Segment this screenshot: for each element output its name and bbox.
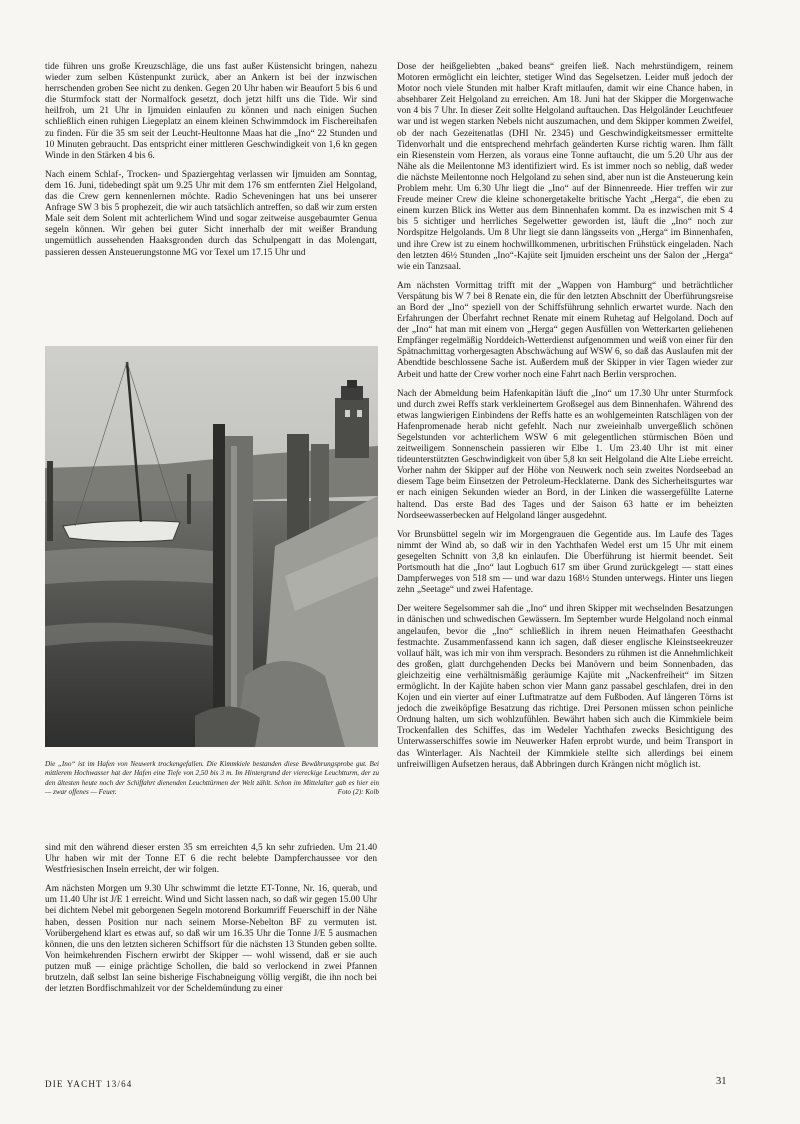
magazine-issue-footer: DIE YACHT 13/64 (45, 1079, 133, 1089)
paragraph: tide führen uns große Kreuzschläge, die uns fast außer Küstensicht bringen, nahezu wieder zum selben Küstenpunkt zurück, aber an Ankern ist bei der inzwischen herrschenden groben See nicht zu denken. Gegen 20 Uhr haben wir Beaufort 5 bis 6 und die Sturmfock statt der Normalfock gesetzt, doch jetzt hilft uns die Tide. Wir sind heilfroh, um 21 Uhr in Ijmuiden einlaufen zu können und nach einigen Suchen schließlich einen ruhigen Liegeplatz an einem kleinen Schwimmdock im Fischereihafen zu finden. Für die 35 sm seit der Leucht-Heultonne Maas hat die „Ino“ 22 Stunden und 10 Minuten gebraucht. Das entspricht einer mittleren Geschwindigkeit von 1,6 kn gegen Winde in den Stärken 4 bis 6. (45, 62, 377, 161)
paragraph: Vor Brunsbüttel segeln wir im Morgengrauen die Gegentide aus. Im Laufe des Tages nimmt der Wind ab, so daß wir in den Yachthafen Wedel erst um 15 Uhr mit einem gesegelten Schnitt von 3,8 kn einlaufen. Die Überführung ist hiermit beendet. Seit Portsmouth hat die „Ino“ laut Logbuch 617 sm über Grund zurückgelegt — statt eines Dampferweges von 518 sm — und war dazu 168½ Stunden unterwegs. Hinter uns liegen zehn „Seetage“ und zwei Hafentage. (397, 529, 733, 596)
page-number: 31 (716, 1076, 727, 1087)
caption-text: Die „Ino“ ist im Hafen von Neuwerk trockengefallen. Die Kimmkiele bestanden diese Bewährungsprobe gut. Bei mittlerem Hochwasser hat der Hafen eine Tiefe von 2,50 bis 3 m. Im Hintergrund der viereckige Leuchtturm, der zu den ältesten heute noch der Schiffahrt dienenden Leuchttürmen der Welt zählt. Schon im Mittelalter gab es hier ein — zwar offenes — Feuer. (45, 760, 379, 797)
paragraph: Nach der Abmeldung beim Hafenkapitän läuft die „Ino“ um 17.30 Uhr unter Sturmfock und durch zwei Reffs stark verkleinertem Großsegel aus dem Binnenhafen. Während des etwas langwierigen Einbindens der Reffs hatte es an wohlgemeinten Ratschlägen von der Hafenpromenade herab nicht gefehlt. Nach nur zweieinhalb unvergeßlich schönen Segelstunden vor achterlichem WSW 6 mit gelegentlichen stürmischen Böen und zeitweiligem Sonnenschein passieren wir Elbe 1. Um 23.40 Uhr ist mit einer tideunterstützten Geschwindigkeit von über 5,8 kn seit Helgoland die Alte Liebe erreicht. Vorher nahm der Skipper auf der Höhe von Neuwerk noch sein zweites Nordseebad an diesem Tage beim Einsetzen der Petroleum-Hecklaterne. Dank des Sicherheitsgurtes war er nach einigen Sekunden wieder an Bord, in der Linken die wassergefüllte Laterne haltend. Das erste Bad des Tages und der Saison 63 hatte er im beheizten Nordseewasserbecken auf Helgoland länger ausgedehnt. (397, 388, 733, 521)
paragraph: Dose der heißgeliebten „baked beans“ greifen ließ. Nach mehrstündigem, reinem Motoren ermöglicht ein leichter, stetiger Wind das Segelsetzen. Leider muß jedoch der Motor noch viele Stunden mit halber Kraft mitlaufen, damit wir eine Chance haben, in absehbarer Zeit Helgoland zu erreichen. Am 18. Juni hat der Skipper die Morgenwache von 4 bis 7 Uhr. In dieser Zeit sollte Helgoland auftauchen. Das Helgoländer Leuchtfeuer war und ist wegen starken Nebels nicht auszumachen, und dem Skipper kommen Zweifel, ob der nach Gezeitenatlas (DHI Nr. 2345) und Geschwindigkeitsmesser ermittelte Tidenvorhalt und die entsprechend mehrfach geänderten Kurse richtig waren. Ihm fällt ein Riesenstein vom Herzen, als voraus eine Tonne auftaucht, die um 5.20 Uhr aus der Nähe als die Meilentonne M3 identifiziert wird. Es ist immer noch so neblig, daß weder die nächste Meilentonne noch Helgoland zu sehen sind, aber nun ist die Ansteuerung kein Problem mehr. Um 6.30 Uhr liegt die „Ino“ auf der Binnenreede. Hier treffen wir zur Freude meiner Crew die kleine schonergetakelte britische Yacht „Herga“, die eben zu einem kurzen Blick ins Wetter aus dem Binnenhafen kommt. Da es inzwischen mit S 4 bis 5 sichtiger und herrliches Segelwetter geworden ist, läuft die „Ino“ noch zur Nordspitze Helgolands. Um 8 Uhr liegt sie dann längsseits von „Herga“ im Binnenhafen, und ihre Crew ist zu einem hochwillkommenen, urbritischen Frühstück eingeladen. Nach den letzten 46½ Stunden „Ino“-Kajüte seit Ijmuiden erscheint uns der Salon der „Herga“ wie ein Tanzsaal. (397, 62, 733, 272)
photo-credit: Foto (2): Kolb (337, 788, 379, 797)
photo-caption (45, 760, 379, 798)
paragraph: Am nächsten Morgen um 9.30 Uhr schwimmt die letzte ET-Tonne, Nr. 16, querab, und um 11.40 Uhr ist J/E 1 erreicht. Wind und Sicht lassen nach, so daß wir gegen 15.00 Uhr bei dichtem Nebel mit geborgenen Segeln motorend Borkumriff Feuerschiff in der Nähe haben, dessen Position nur nach seinem Morse-Nebelton BF zu vermuten ist. Vorübergehend klart es etwas auf, so daß wir um 16.35 Uhr die Tonne J/E 5 ausmachen können, die uns den letzten sicheren Schiffsort für die nächsten 13 Stunden geben sollte. Von heimkehrenden Fischern erwirbt der Skipper — wohl wissend, daß er sie auch putzen muß — einige prächtige Schollen, die bald so verlockend in zwei Pfannen brutzeln, daß selbst Ian seine bisherige Fischabneigung völlig vergißt, die ihn noch bei der letzten Bordfischmahlzeit vor der Scheldemündung zu einer (45, 884, 377, 995)
article-column-left-bottom (45, 843, 377, 1003)
paragraph: Der weitere Segelsommer sah die „Ino“ und ihren Skipper mit wechselnden Besatzungen in dänischen und schwedischen Gewässern. Im September wurde Helgoland noch einmal angelaufen, bevor die „Ino“ schließlich in ihrem neuen Heimathafen Geesthacht festmachte. Zusammenfassend kann ich sagen, daß dieser englische Kleinstseekreuzer vollauf hält, was ich mir von ihm versprach. Besonders zu rühmen ist die Annehmlichkeit des großen, glatt durchgehenden Decks bei Manövern und beim Sonnenbaden, das gleichzeitig eine verhältnismäßig geräumige Kajüte mit „Nackenfreiheit“ im Sitzen ermöglicht. In der Kajüte haben schon vier Mann ganz passabel geschlafen, drei in den Kojen und ein vierter auf einer Luftmatratze auf dem Fußboden. Auf längeren Törns ist jedoch die zweiköpfige Besatzung das richtige. Drei Personen müssen schon peinliche Ordnung halten, um sich wohlzufühlen. Bewährt haben sich auch die Kimmkiele beim Trockenfallen des Schiffes, das im Wedeler Yachthafen zwecks Besichtigung des Unterwasserschiffes sowie im Neuwerker Hafen erprobt wurde, und beim Transport in das Winterlager. Als Nachteil der Kimmkiele stellte sich allerdings bei einem unfreiwilligen Aufsetzen heraus, daß Abbringen durch Krängen nicht möglich ist. (397, 604, 733, 770)
harbor-photo-illustration (45, 346, 378, 747)
harbor-photo (45, 346, 378, 747)
paragraph: Am nächsten Vormittag trifft mit der „Wappen von Hamburg“ und beträchtlicher Verspätung bis W 7 bei 8 Renate ein, die für den letzten Abschnitt der Überführungsreise an Bord der „Ino“ speziell von der Schiffsführung sehnlich erwartet wurde. Nach den Erfahrungen der Überfahrt rechnet Renate mit einem Ruhetag auf Helgoland. Doch auf der „Ino“ hat man mit einem von „Herga“ gegen Ausfüllen von Wetterkarten geliehenen Empfänger regelmäßig Norddeich-Wetterdienst aufgenommen und weiß von einer für den Spätnachmittag vorhergesagten Abschwächung auf WSW 6, so daß das Auslaufen mit der Abendtide beschlossene Sache ist. Außerdem muß der Skipper in vier Tagen wieder zur Arbeit und hatte der Crew vorher noch eine Fahrt nach Berlin versprochen. (397, 280, 733, 380)
article-column-left-top (45, 62, 377, 267)
paragraph: sind mit den während dieser ersten 35 sm erreichten 4,5 kn sehr zufrieden. Um 21.40 Uhr haben wir mit der Tonne ET 6 die recht belebte Dampferchaussee vor den Westfriesischen Inseln erreicht, der wir folgen. (45, 843, 377, 876)
article-column-right (397, 62, 733, 779)
paragraph: Nach einem Schlaf-, Trocken- und Spaziergehtag verlassen wir Ijmuiden am Sonntag, dem 16. Juni, tidebedingt spät um 9.25 Uhr mit dem 176 sm entfernten Ziel Helgoland, das die Crew gern kennenlernen möchte. Radio Scheveningen hat uns bei unserer Anfrage SW 3 bis 5 prophezeit, die wir auch tatsächlich antreffen, so daß wir zum ersten Male seit dem Solent mit achterlichem Wind und sogar zeitweise ausgebaumter Genua segeln können. Wir gehen bei guter Sicht innerhalb der mit weißer Brandung ungemütlich aussehenden Haaksgronden durch das Schulpengatt in das Molengatt, passieren dessen Ansteuerungstonne MG vor Texel um 17.15 Uhr und (45, 169, 377, 258)
